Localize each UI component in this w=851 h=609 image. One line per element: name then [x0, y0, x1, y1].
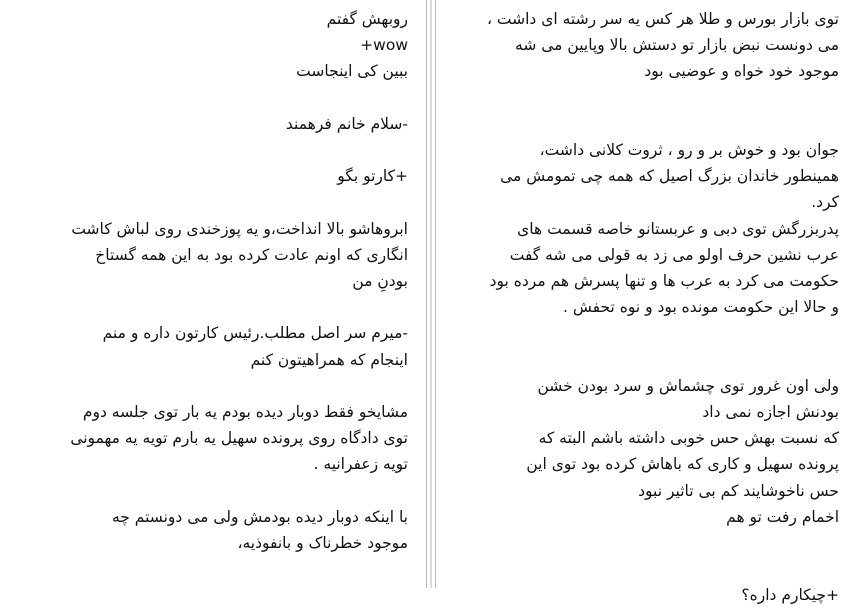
text-line: [444, 347, 839, 373]
text-line: پدربزرگش توی دبی و عربستانو خاصه قسمت های: [517, 219, 839, 238]
column-divider: [426, 0, 436, 588]
text-line: توی دادگاه روی پرونده سهیل یه بارم تویه یه مهمونی: [70, 429, 408, 448]
text-line: روبهش گفتم: [326, 10, 408, 28]
text-line: -میرم سر اصل مطلب.رئیس کارتون داره و منم: [102, 324, 408, 343]
text-line: موجود خود خواه و عوضیی بود: [644, 62, 839, 81]
text-line: جوان بود و خوش بر و رو ، ثروت کلانی داشت،: [539, 140, 839, 159]
text-line: [444, 556, 839, 582]
text-line: تویه زعفرانیه .: [313, 455, 408, 474]
text-line: اینجام که همراهیتون کنم: [250, 350, 408, 369]
text-line: موجود خطرناک و بانفوذیه،: [237, 533, 408, 552]
text-line: پرونده سهیل و کاری که باهاش کرده بود توی این: [526, 455, 839, 474]
text-line: +چیکارم داره؟: [741, 586, 839, 605]
text-line: همینطور خاندان بزرگ اصیل که همه چی تمومش می: [500, 167, 839, 186]
text-line: ولی اون غرور توی چشماش و سرد بودن خشن: [537, 376, 839, 395]
right-text-column: [436, 0, 851, 605]
text-line: مشایخو فقط دوبار دیده بودم یه بار توی جلسه دوم: [82, 402, 408, 421]
text-line: بودنِ من: [352, 271, 408, 290]
left-text-body: [0, 0, 426, 556]
text-line: اخمام رفت تو هم: [726, 507, 839, 526]
text-line: -سلام خانم فرهمند: [285, 114, 408, 133]
text-line: +کارتو بگو: [337, 167, 408, 186]
text-line: بودنش اجازه نمی داد: [702, 402, 839, 421]
text-line: ابروهاشو بالا انداخت،و یه پوزخندی روی لباش کاشت: [71, 219, 408, 238]
text-line: حکومت می کرد به عرب ها و تنها پسرش هم مرده بود: [489, 272, 839, 290]
text-line: [16, 189, 408, 215]
text-line: [444, 85, 839, 111]
text-line: [444, 530, 839, 556]
text-line: و حالا این حکومت مونده بود و نوه تحفش .: [563, 298, 839, 317]
text-line: [444, 111, 839, 137]
text-line: wow+: [360, 36, 408, 55]
text-line: می دونست نبض بازار تو دستش بالا وپایین می شه: [515, 36, 839, 55]
text-line: کرد.: [811, 193, 839, 212]
text-line: [16, 373, 408, 399]
text-line: [16, 294, 408, 320]
text-line: عرب نشین حرف اولو می زد به قولی می شه گفت: [509, 245, 839, 264]
text-line: توی بازار بورس و طلا هر کس یه سر رشته ای داشت ،: [486, 10, 839, 28]
text-line: که نسبت بهش حس خوبی داشته باشم البته که: [538, 429, 839, 448]
text-line: ببین کی اینجاست: [296, 62, 408, 81]
right-text-body: [436, 0, 851, 609]
text-line: با اینکه دوبار دیده بودمش ولی می دونستم چه: [111, 507, 408, 526]
text-line: انگاری که اونم عادت کرده بود به این همه گستاخ: [95, 245, 408, 264]
text-line: [16, 137, 408, 163]
text-line: [16, 85, 408, 111]
text-line: [16, 478, 408, 504]
text-line: حس ناخوشایند کم بی تاثیر نبود: [638, 481, 839, 500]
left-text-column: [0, 0, 426, 588]
text-line: [444, 320, 839, 346]
